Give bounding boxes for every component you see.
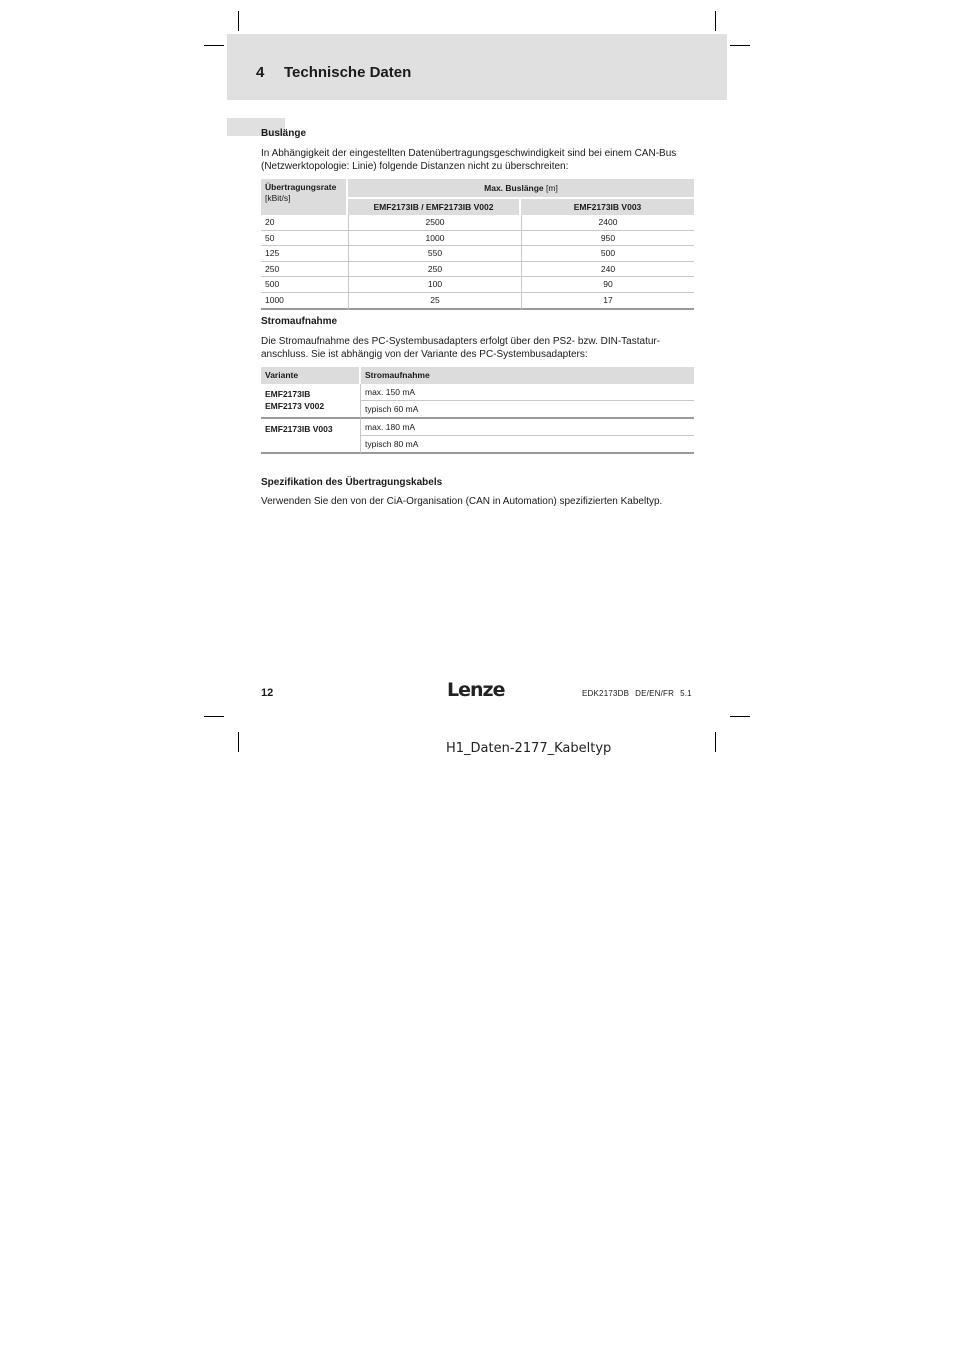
table-row: [261, 293, 694, 310]
length-v002-cell: 250: [348, 262, 521, 278]
length-v002-cell: 1000: [348, 231, 521, 247]
table-row: [261, 419, 694, 436]
doc-languages: DE/EN/FR: [635, 689, 675, 698]
crop-mark: [238, 11, 239, 31]
max-current-cell: max. 180 mA: [361, 419, 694, 436]
cable-text: Verwenden Sie den von der CiA-Organisation (CAN in Automation) spezifizierten Kabeltyp.: [261, 496, 663, 507]
length-v002-cell: 100: [348, 277, 521, 293]
variant-header: Variante: [261, 367, 361, 384]
rate-header-unit: [kBit/s]: [265, 193, 291, 203]
rate-header-label: Übertragungsrate: [265, 182, 337, 192]
rate-cell: 1000: [261, 293, 348, 310]
chapter-number: 4: [256, 64, 265, 81]
length-v003-cell: 90: [521, 277, 694, 293]
current-intro: Die Stromaufnahme des PC-Systembusadapters erfolgt über den PS2- bzw. DIN-Tastatur-anschluss. Sie ist abhängig von der Variante des PC-Systembusadapters:: [261, 336, 661, 360]
lenze-logo: Lenze: [447, 679, 505, 701]
length-v003-cell: 2400: [521, 215, 694, 231]
crop-mark: [204, 716, 224, 717]
max-length-label: Max. Buslänge: [484, 183, 544, 193]
image-caption: H1_Daten-2177_Kabeltyp: [446, 741, 612, 756]
table-row: [261, 262, 694, 278]
variant-cell: [261, 384, 361, 419]
bus-length-intro: In Abhängigkeit der eingestellten Datenübertragungsgeschwindigkeit sind bei einem CAN-Bus (Netzwerktopologie: Linie) folgende Distanzen nicht zu überschreiten:: [261, 148, 677, 172]
variant-name: EMF2173 V002: [265, 401, 325, 411]
length-v003-cell: 950: [521, 231, 694, 247]
length-v002-cell: 550: [348, 246, 521, 262]
rate-cell: 50: [261, 231, 348, 247]
current-heading: Stromaufnahme: [261, 316, 338, 327]
variant-name: EMF2173IB V003: [265, 424, 333, 434]
chapter-heading: [256, 64, 411, 81]
variant-name: EMF2173IB: [265, 389, 311, 399]
max-length-header: [348, 179, 694, 197]
table-row: [261, 231, 694, 247]
cable-heading: Spezifikation des Übertragungskabels: [261, 477, 443, 488]
variant-cell: [261, 419, 361, 454]
crop-mark: [715, 11, 716, 31]
table-row: [261, 384, 694, 401]
sub-header-v003: EMF2173IB V003: [521, 197, 694, 215]
rate-cell: 125: [261, 246, 348, 262]
typical-current-cell: typisch 60 mA: [361, 401, 694, 419]
table-row: [261, 277, 694, 293]
table-row: [261, 246, 694, 262]
chapter-title: Technische Daten: [284, 64, 412, 81]
page-number: 12: [261, 687, 274, 699]
crop-mark: [730, 45, 750, 46]
length-v003-cell: 17: [521, 293, 694, 310]
length-v003-cell: 500: [521, 246, 694, 262]
length-v002-cell: 25: [348, 293, 521, 310]
max-length-unit: [m]: [546, 183, 558, 193]
max-current-cell: max. 150 mA: [361, 384, 694, 401]
bus-length-table: [261, 179, 694, 310]
sub-header-v002: EMF2173IB / EMF2173IB V002: [348, 197, 521, 215]
typical-current-cell: typisch 80 mA: [361, 436, 694, 454]
table-row: [261, 215, 694, 231]
length-v003-cell: 240: [521, 262, 694, 278]
rate-cell: 500: [261, 277, 348, 293]
rate-cell: 20: [261, 215, 348, 231]
doc-version: 5.1: [680, 689, 692, 698]
bus-length-heading: Buslänge: [261, 128, 307, 139]
crop-mark: [730, 716, 750, 717]
length-v002-cell: 2500: [348, 215, 521, 231]
crop-mark: [715, 732, 716, 752]
crop-mark: [238, 732, 239, 752]
rate-cell: 250: [261, 262, 348, 278]
rate-header: [261, 179, 348, 215]
document-id: [582, 689, 692, 698]
current-header: Stromaufnahme: [361, 367, 694, 384]
crop-mark: [204, 45, 224, 46]
current-table: [261, 367, 694, 454]
doc-code: EDK2173DB: [582, 689, 630, 698]
